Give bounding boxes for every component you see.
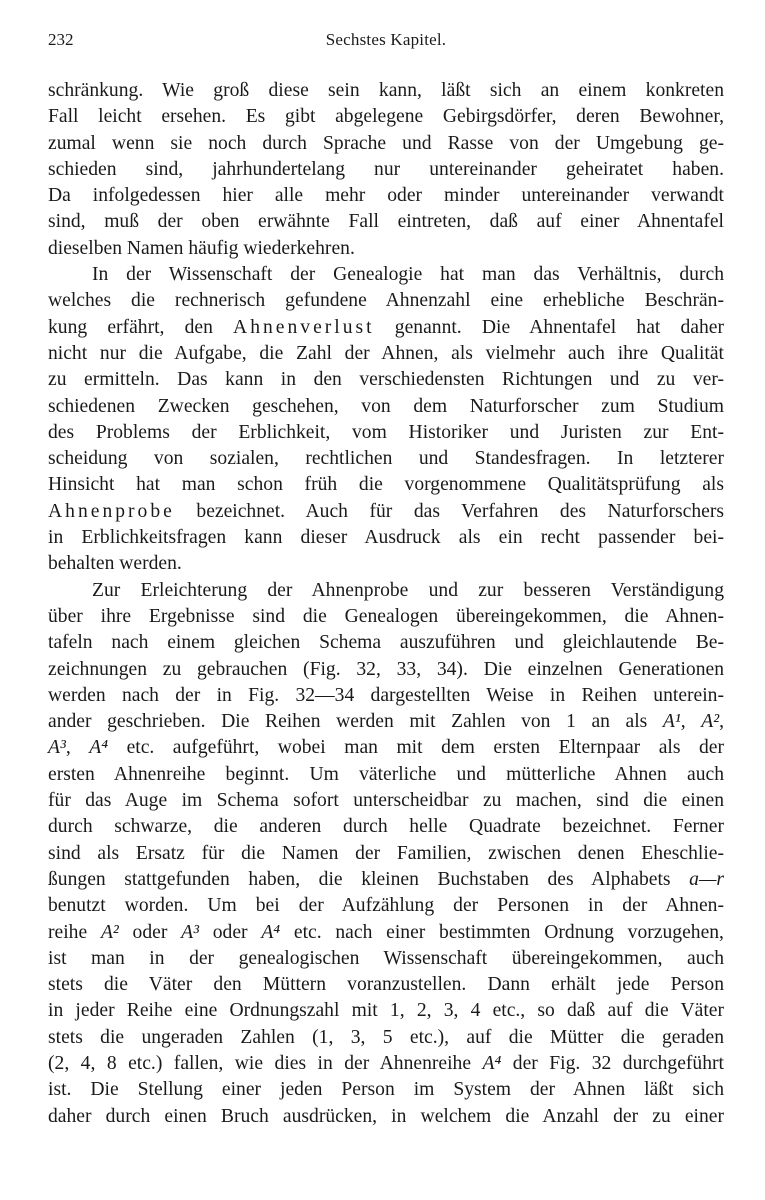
text-segment: etc. nach einer bestimmten Ordnung vorzugehen, — [293, 921, 724, 943]
text-line: tafeln nach einem gleichen Schema auszuführen und gleichlautende Be- — [48, 632, 724, 654]
running-head — [48, 30, 724, 58]
text-line: Da infolgedessen hier alle mehr oder minder untereinander verwandt — [48, 185, 724, 207]
text-line: Fall leicht ersehen. Es gibt abgelegene Gebirgsdörfer, deren Bewohner, — [48, 106, 724, 128]
text-line: ist. Die Stellung einer jeden Person im System der Ahnen läßt sich — [48, 1079, 724, 1101]
text-segment: bezeichnet. Auch für das Verfahren des Naturforschers — [196, 500, 724, 522]
text-segment: , — [65, 737, 71, 759]
alphabet-range: a—r — [689, 868, 724, 890]
text-line: stets die ungeraden Zahlen (1, 3, 5 etc.), auf die Mütter die geraden — [48, 1026, 724, 1048]
text-segment: ßungen stattgefunden haben, die kleinen Buchstaben des Alphabets — [48, 868, 671, 890]
text-line — [48, 867, 724, 893]
text-line: dieselben Namen häufig wiederkehren. — [48, 237, 355, 259]
text-line: ist man in der genealogischen Wissenschaft übereingekommen, auch — [48, 947, 724, 969]
series-symbol: A³ — [181, 921, 199, 943]
text-line: schieden sind, jahrhundertelang nur untereinander geheiratet haben. — [48, 158, 724, 180]
text-line: welches die rechnerisch gefundene Ahnenzahl eine erhebliche Beschrän- — [48, 290, 724, 312]
text-line: in Erblichkeitsfragen kann dieser Ausdruck als ein recht passender bei- — [48, 527, 724, 549]
text-segment: etc. aufgeführt, wobei man mit dem ersten Elternpaar als der — [126, 737, 724, 759]
text-line: des Problems der Erblichkeit, vom Historiker und Juristen zur Ent- — [48, 421, 724, 443]
text-line: In der Wissenschaft der Genealogie hat man das Verhältnis, durch — [92, 264, 724, 286]
series-symbol: A⁴ — [261, 921, 281, 943]
text-line: ersten Ahnenreihe beginnt. Um väterliche und mütterliche Ahnen auch — [48, 763, 724, 785]
text-line: sind als Ersatz für die Namen der Familien, zwischen denen Eheschlie- — [48, 842, 724, 864]
text-segment: oder — [132, 921, 168, 943]
text-segment: , — [680, 711, 686, 733]
text-line: behalten werden. — [48, 553, 182, 575]
series-symbol: A³ — [48, 737, 66, 759]
text-line: in jeder Reihe eine Ordnungszahl mit 1, 2, 3, 4 etc., so daß auf die Väter — [48, 1000, 724, 1022]
text-segment: oder — [212, 921, 248, 943]
text-line: scheidung von sozialen, rechtlichen und Standesfragen. In letzterer — [48, 448, 724, 470]
series-symbol: A² — [100, 921, 119, 943]
text-line: schiedenen Zwecken geschehen, von dem Naturforscher zum Studium — [48, 395, 724, 417]
text-line — [48, 315, 724, 341]
text-line — [48, 735, 724, 761]
series-symbol: A¹ — [662, 711, 681, 733]
text-line: werden nach der in Fig. 32—34 dargestellten Weise in Reihen unterein- — [48, 684, 724, 706]
series-symbol: A⁴ — [89, 737, 109, 759]
text-line — [48, 920, 724, 946]
text-line: für das Auge im Schema sofort unterscheidbar zu machen, sind die einen — [48, 790, 724, 812]
series-symbol: A² — [701, 711, 720, 733]
text-line: daher durch einen Bruch ausdrücken, in welchem die Anzahl der zu einer — [48, 1105, 724, 1127]
text-segment: der Fig. 32 durchgeführt — [512, 1052, 724, 1074]
page-number: 232 — [48, 30, 74, 49]
text-line: Hinsicht hat man schon früh die vorgenommene Qualitätsprüfung als — [48, 474, 724, 496]
text-line: nicht nur die Aufgabe, die Zahl der Ahnen, als vielmehr auch ihre Qualität — [48, 342, 724, 364]
text-segment: (2, 4, 8 etc.) fallen, wie dies in der Ahnenreihe — [48, 1052, 472, 1074]
text-line: zeichnungen zu gebrauchen (Fig. 32, 33, 34). Die einzelnen Generationen — [48, 658, 724, 680]
text-line — [48, 499, 724, 525]
series-symbol: A⁴ — [482, 1052, 502, 1074]
text-line: sind, muß der oben erwähnte Fall eintreten, daß auf einer Ahnentafel — [48, 211, 724, 233]
text-line: stets die Väter den Müttern voranzustellen. Dann erhält jede Person — [48, 974, 724, 996]
text-line — [48, 709, 724, 735]
text-line: benutzt worden. Um bei der Aufzählung der Personen in der Ahnen- — [48, 895, 724, 917]
text-line: schränkung. Wie groß diese sein kann, läßt sich an einem konkreten — [48, 80, 724, 101]
text-line: Zur Erleichterung der Ahnenprobe und zur besseren Verständigung — [92, 579, 724, 601]
text-line: zu ermitteln. Das kann in den verschiedensten Richtungen und zu ver- — [48, 369, 724, 391]
text-line — [48, 1051, 724, 1077]
body-text — [48, 78, 724, 1130]
text-line: zumal wenn sie noch durch Sprache und Rasse von der Umgebung ge- — [48, 132, 724, 154]
text-segment: ander geschrieben. Die Reihen werden mit Zahlen von 1 an als — [48, 711, 648, 733]
chapter-title: Sechstes Kapitel. — [325, 30, 447, 49]
text-segment: reihe — [48, 921, 88, 943]
emphasized-term: Ahnenverlust — [233, 316, 375, 338]
text-segment: kung erfährt, den — [48, 316, 213, 338]
emphasized-term: Ahnenprobe — [48, 500, 175, 522]
text-segment: genannt. Die Ahnentafel hat daher — [394, 316, 724, 338]
text-line: über ihre Ergebnisse sind die Genealogen übereingekommen, die Ahnen- — [48, 605, 724, 627]
text-line: durch schwarze, die anderen durch helle Quadrate bezeichnet. Ferner — [48, 816, 724, 838]
text-segment: , — [719, 711, 724, 733]
